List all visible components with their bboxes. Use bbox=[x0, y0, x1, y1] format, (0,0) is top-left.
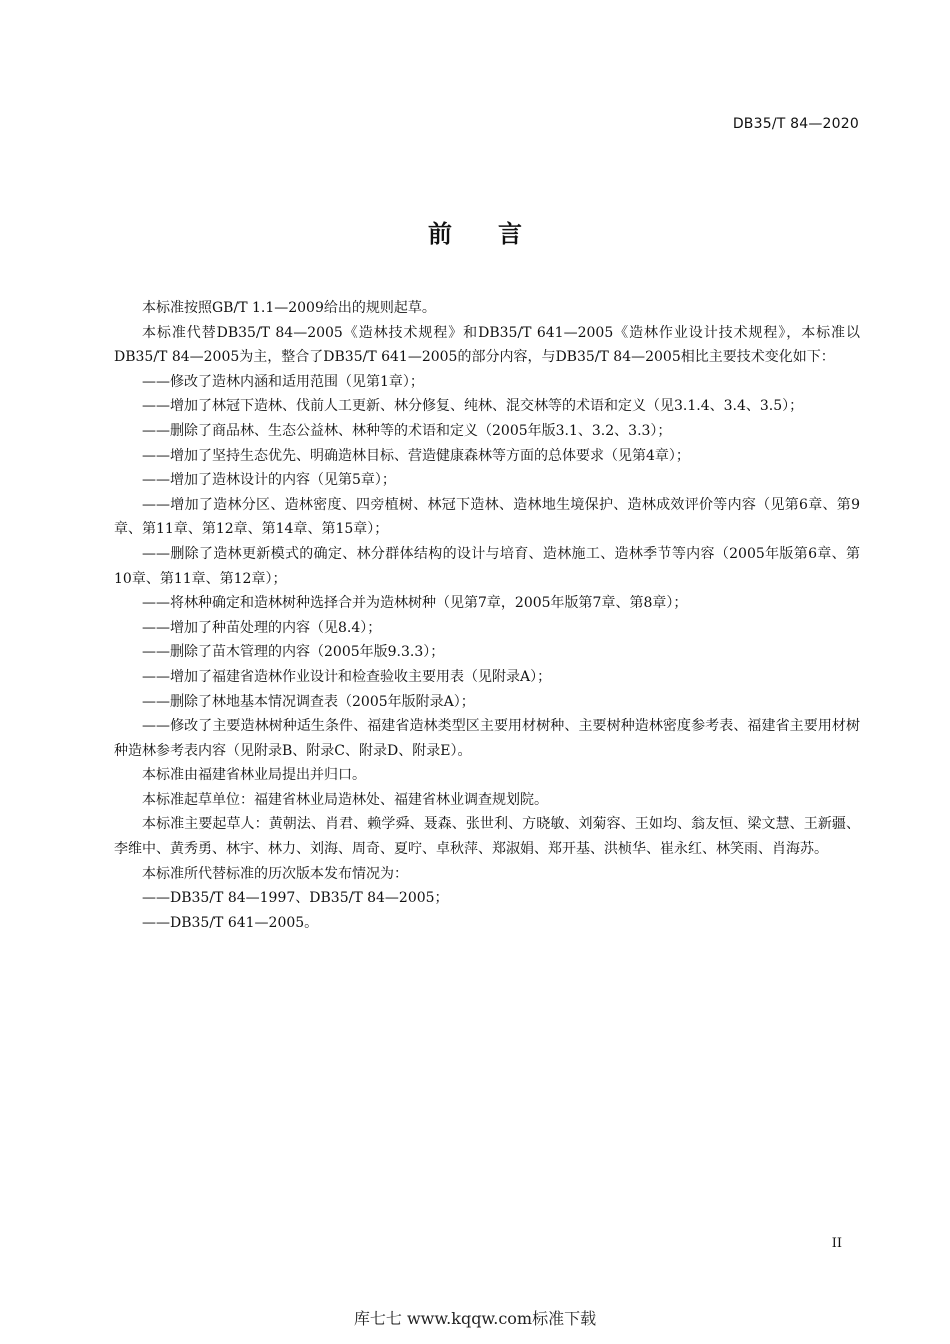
list-item: ——增加了造林分区、造林密度、四旁植树、林冠下造林、造林地生境保护、造林成效评价等内容（见第6章、第9章、第11章、第12章、第14章、第15章）； bbox=[114, 496, 860, 538]
list-item: ——删除了商品林、生态公益林、林种等的术语和定义（2005年版3.1、3.2、3.3）； bbox=[142, 422, 672, 439]
list-item: ——删除了林地基本情况调查表（2005年版附录A）； bbox=[142, 693, 475, 710]
list-item: ——删除了造林更新模式的确定、林分群体结构的设计与培育、造林施工、造林季节等内容（2005年版第6章、第10章、第11章、第12章）； bbox=[114, 545, 860, 587]
list-item: ——DB35/T 84—1997、DB35/T 84—2005； bbox=[142, 890, 449, 907]
list-item: ——增加了林冠下造林、伐前人工更新、林分修复、纯林、混交林等的术语和定义（见3.1.4、3.4、3.5）； bbox=[142, 398, 804, 415]
title-char-1: 前 bbox=[428, 220, 452, 248]
list-item: ——增加了坚持生态优先、明确造林目标、营造健康森林等方面的总体要求（见第4章）； bbox=[142, 447, 690, 464]
list-item: ——增加了造林设计的内容（见第5章）； bbox=[142, 472, 396, 489]
list-item: ——增加了种苗处理的内容（见8.4）； bbox=[142, 619, 382, 636]
foreword-body bbox=[114, 296, 860, 935]
page-title bbox=[0, 214, 950, 249]
paragraph: 本标准所代替标准的历次版本发布情况为： bbox=[142, 865, 408, 882]
list-item: ——将林种确定和造林树种选择合并为造林树种（见第7章，2005年版第7章、第8章）； bbox=[142, 595, 688, 612]
list-item: ——删除了苗木管理的内容（2005年版9.3.3）； bbox=[142, 644, 445, 661]
list-item: ——增加了福建省造林作业设计和检查验收主要用表（见附录A）； bbox=[142, 668, 552, 685]
title-char-2: 言 bbox=[498, 220, 522, 248]
paragraph: 本标准起草单位：福建省林业局造林处、福建省林业调查规划院。 bbox=[142, 791, 548, 808]
paragraph: 本标准代替DB35/T 84—2005《造林技术规程》和DB35/T 641—2005《造林作业设计技术规程》，本标准以DB35/T 84—2005为主，整合了DB35/T 641—2005的部分内容，与DB35/T 84—2005相比主要技术变化如下： bbox=[114, 324, 860, 366]
download-watermark: 库七七 www.kqqw.com标准下载 bbox=[353, 1309, 597, 1328]
paragraph: 本标准主要起草人：黄朝法、肖君、赖学舜、聂森、张世利、方晓敏、刘菊容、王如均、翁友恒、梁文慧、王新疆、李维中、黄秀勇、林宇、林力、刘海、周奇、夏咛、卓秋萍、郑淑娟、郑开基、洪桢华、崔永红、林笑雨、肖海苏。 bbox=[114, 816, 860, 858]
list-item: ——DB35/T 641—2005。 bbox=[142, 914, 319, 931]
standard-code: DB35/T 84—2020 bbox=[732, 116, 859, 132]
paragraph: 本标准由福建省林业局提出并归口。 bbox=[142, 767, 366, 784]
list-item: ——修改了造林内涵和适用范围（见第1章）； bbox=[142, 373, 424, 390]
paragraph: 本标准按照GB/T 1.1—2009给出的规则起草。 bbox=[142, 300, 436, 316]
list-item: ——修改了主要造林树种适生条件、福建省造林类型区主要用材树种、主要树种造林密度参考表、福建省主要用材树种造林参考表内容（见附录B、附录C、附录D、附录E）。 bbox=[114, 718, 860, 759]
page-number: II bbox=[831, 1236, 842, 1251]
